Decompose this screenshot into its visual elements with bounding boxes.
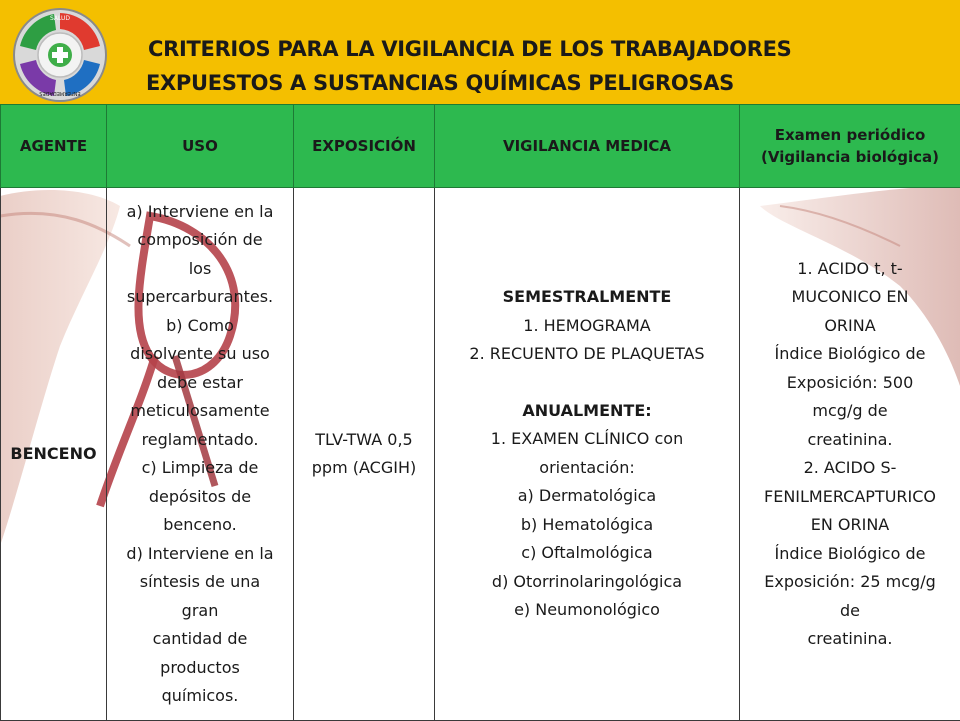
cell-agente: BENCENO xyxy=(1,188,107,721)
anual-item: d) Otorrinolaringológica xyxy=(437,568,737,597)
col-header-uso: USO xyxy=(107,105,294,188)
page-title xyxy=(146,32,791,100)
uso-line: supercarburantes. xyxy=(109,283,291,312)
cell-examen-periodico xyxy=(740,188,960,721)
cell-exposicion xyxy=(294,188,435,721)
logo-top-label: SALUD xyxy=(50,15,70,22)
examen-line: de xyxy=(742,597,958,626)
exposicion-line-2: ppm (ACGIH) xyxy=(296,454,432,483)
uso-line: meticulosamente xyxy=(109,397,291,426)
anual-item: orientación: xyxy=(437,454,737,483)
examen-line: 2. ACIDO S- xyxy=(742,454,958,483)
examen-line: EN ORINA xyxy=(742,511,958,540)
col-header-examen-periodico xyxy=(740,105,960,188)
examen-line: Exposición: 500 xyxy=(742,369,958,398)
title-line-2: EXPUESTOS A SUSTANCIAS QUÍMICAS PELIGROSAS xyxy=(146,66,791,100)
cell-vigilancia-medica xyxy=(435,188,740,721)
anual-list xyxy=(437,425,737,625)
uso-line: gran xyxy=(109,597,291,626)
examen-list xyxy=(742,255,958,654)
uso-lines xyxy=(109,198,291,711)
uso-line: cantidad de xyxy=(109,625,291,654)
anual-title: ANUALMENTE: xyxy=(437,397,737,426)
anual-item: a) Dermatológica xyxy=(437,482,737,511)
uso-line: depósitos de xyxy=(109,483,291,512)
examen-line: creatinina. xyxy=(742,426,958,455)
anual-item: c) Oftalmológica xyxy=(437,539,737,568)
uso-line: benceno. xyxy=(109,511,291,540)
uso-line: b) Como xyxy=(109,312,291,341)
examen-line: Exposición: 25 mcg/g xyxy=(742,568,958,597)
title-line-1: CRITERIOS PARA LA VIGILANCIA DE LOS TRABAJADORES xyxy=(148,32,791,66)
anual-item: e) Neumonológico xyxy=(437,596,737,625)
uso-line: síntesis de una xyxy=(109,568,291,597)
table-header-row xyxy=(1,105,960,188)
uso-line: d) Interviene en la xyxy=(109,540,291,569)
health-cycle-logo xyxy=(4,6,116,104)
uso-line: debe estar xyxy=(109,369,291,398)
col-header-agente: AGENTE xyxy=(1,105,107,188)
table-row xyxy=(1,188,960,721)
examen-line: creatinina. xyxy=(742,625,958,654)
examen-line: Índice Biológico de xyxy=(742,540,958,569)
examen-header-line-2: (Vigilancia biológica) xyxy=(744,146,956,168)
uso-line: químicos. xyxy=(109,682,291,711)
examen-header-line-1: Examen periódico xyxy=(744,124,956,146)
examen-line: Índice Biológico de xyxy=(742,340,958,369)
col-header-exposicion: EXPOSICIÓN xyxy=(294,105,435,188)
uso-line: c) Limpieza de xyxy=(109,454,291,483)
semestral-list xyxy=(437,312,737,369)
examen-line: 1. ACIDO t, t- xyxy=(742,255,958,284)
uso-line: los xyxy=(109,255,291,284)
uso-line: reglamentado. xyxy=(109,426,291,455)
examen-line: ORINA xyxy=(742,312,958,341)
title-banner xyxy=(0,0,960,105)
semestral-item: 1. HEMOGRAMA xyxy=(437,312,737,341)
anual-item: 1. EXAMEN CLÍNICO con xyxy=(437,425,737,454)
examen-line: FENILMERCAPTURICO xyxy=(742,483,958,512)
uso-line: productos xyxy=(109,654,291,683)
cell-uso xyxy=(107,188,294,721)
uso-line: a) Interviene en la xyxy=(109,198,291,227)
logo-bottom-label: ENFERMEDADES xyxy=(39,90,80,96)
semestral-title: SEMESTRALMENTE xyxy=(437,283,737,312)
col-header-vigilancia-medica: VIGILANCIA MEDICA xyxy=(435,105,740,188)
uso-line: disolvente su uso xyxy=(109,340,291,369)
anual-item: b) Hematológica xyxy=(437,511,737,540)
spacer xyxy=(437,369,737,397)
surveillance-table xyxy=(0,104,960,721)
exposicion-line-1: TLV-TWA 0,5 xyxy=(296,426,432,455)
uso-line: composición de xyxy=(109,226,291,255)
examen-line: MUCONICO EN xyxy=(742,283,958,312)
examen-line: mcg/g de xyxy=(742,397,958,426)
semestral-item: 2. RECUENTO DE PLAQUETAS xyxy=(437,340,737,369)
